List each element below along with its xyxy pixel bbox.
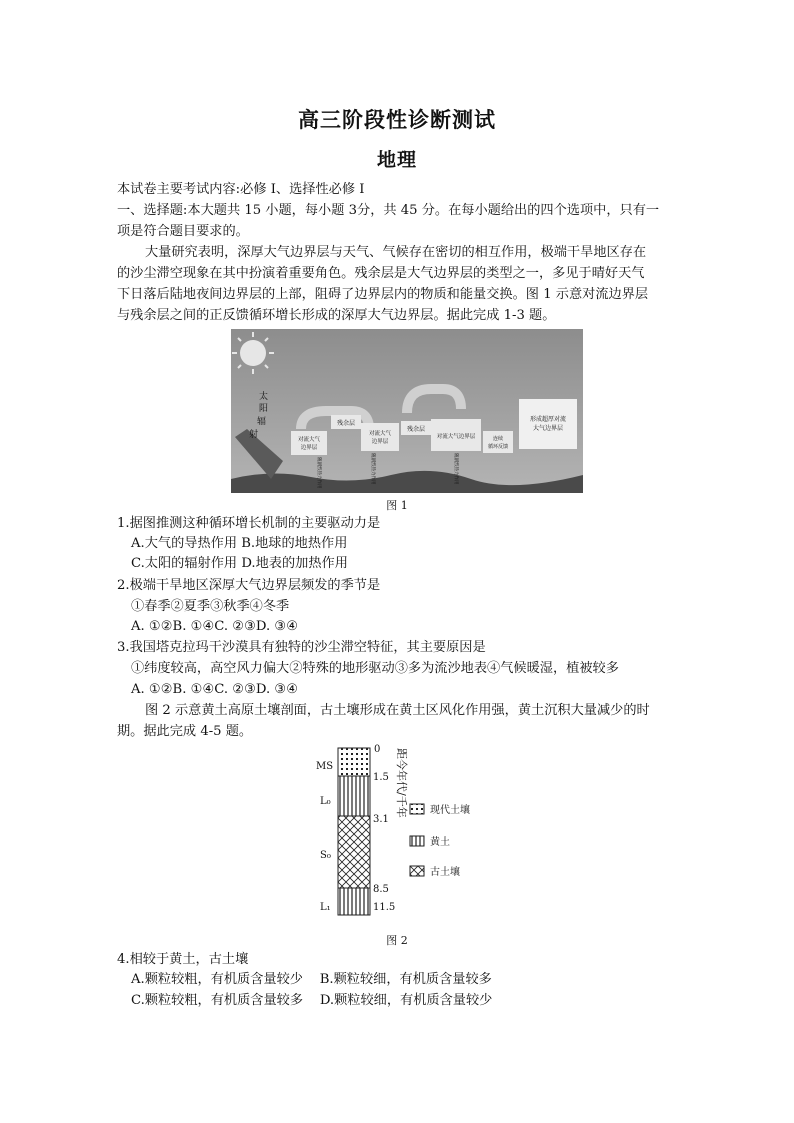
legend-swatch-modern-soil <box>410 804 424 814</box>
fig1-box7-line2: 大气边界层 <box>532 425 564 432</box>
layer-label-l1: L₁ <box>320 902 331 913</box>
legend-paleosol: 古土壤 <box>430 867 460 878</box>
q2-stem: 2.极端干旱地区深厚大气边界层频发的季节是 <box>117 578 381 593</box>
sun-text-1: 太 <box>259 392 269 402</box>
passage-2-line-2: 期。据此完成 4-5 题。 <box>117 724 253 739</box>
fig1-label-2: 随剧烈热力作用 <box>370 453 375 485</box>
legend-loess: 黄土 <box>430 837 450 848</box>
exam-scope: 本试卷主要考试内容:必修 I、选择性必修 I <box>117 182 365 197</box>
layer-s0 <box>338 816 370 888</box>
q3-stem: 3.我国塔克拉玛干沙漠具有独特的沙尘滞空特征，其主要原因是 <box>117 640 486 655</box>
layer-l0 <box>338 776 370 816</box>
layer-ms <box>338 748 370 776</box>
figure-1-caption: 图 1 <box>386 499 408 512</box>
figure-2-caption: 图 2 <box>386 934 408 947</box>
fig1-box1-line1: 对流大气 <box>297 437 321 443</box>
legend-swatch-paleosol <box>410 866 424 876</box>
sun-text-4: 射 <box>249 430 259 440</box>
layer-label-l0: L₀ <box>320 796 331 807</box>
q1-options-ab: A.大气的导热作用 B.地球的地热作用 <box>131 536 348 551</box>
fig1-box7-line1: 形成超厚对流 <box>529 416 567 423</box>
q3-items: ①纬度较高，高空风力偏大②特殊的地形驱动③多为流沙地表④气候暖湿，植被较多 <box>131 661 619 676</box>
q2-options: A. ①②B. ①④C. ②③D. ③④ <box>131 619 299 634</box>
passage-1-line-2: 的沙尘滞空现象在其中扮演着重要角色。残余层是大气边界层的类型之一，多见于晴好天气 <box>117 266 645 281</box>
fig1-box3-line2: 边界层 <box>371 439 389 445</box>
fig1-box6-line2: 循环反馈 <box>487 444 509 450</box>
fig1-label-3: 随剧烈热力作用 <box>453 453 458 485</box>
q4-stem: 4.相较于黄土，古土壤 <box>117 952 249 967</box>
subject-title: 地理 <box>376 149 417 171</box>
q3-options: A. ①②B. ①④C. ②③D. ③④ <box>131 682 299 697</box>
fig1-label-1: 随剧烈热力作用 <box>316 457 321 489</box>
q2-items: ①春季②夏季③秋季④冬季 <box>131 599 290 614</box>
legend-swatch-loess <box>410 836 424 846</box>
passage-2-line-1: 图 2 示意黄土高原土壤剖面，古土壤形成在黄土区风化作用强，黄土沉积大量减少的时 <box>145 703 650 718</box>
age-8-5: 8.5 <box>373 884 389 895</box>
age-11-5: 11.5 <box>373 902 396 913</box>
age-0: 0 <box>374 744 381 755</box>
figure-2-soil-profile <box>310 742 510 922</box>
q1-options-cd: C.太阳的辐射作用 D.地表的加热作用 <box>131 556 348 571</box>
q4-options-cd: C.颗粒较粗，有机质含量较多 D.颗粒较细，有机质含量较少 <box>131 993 493 1008</box>
passage-1-line-4: 与残余层之间的正反馈循环增长形成的深厚大气边界层。据此完成 1-3 题。 <box>117 308 556 323</box>
q1-stem: 1.据图推测这种循环增长机制的主要驱动力是 <box>117 516 381 531</box>
fig1-box1-line2: 边界层 <box>300 445 318 451</box>
age-1-5: 1.5 <box>373 772 389 783</box>
sun-text-2: 阳 <box>259 404 269 414</box>
legend-modern-soil: 现代土壤 <box>430 805 470 816</box>
layer-label-s0: S₀ <box>320 850 331 861</box>
q4-options-ab: A.颗粒较粗，有机质含量较少 B.颗粒较细，有机质含量较多 <box>131 972 492 987</box>
fig1-box3-line1: 对流大气 <box>368 431 392 437</box>
fig1-box6-line1: 连续 <box>492 436 504 442</box>
fig1-box5: 对流大气边界层 <box>436 434 476 440</box>
section-instructions-1: 一、选择题:本大题共 15 小题，每小题 3分，共 45 分。在每小题给出的四个选项中，只有一 <box>117 203 660 218</box>
sun-text-3: 辐 <box>257 417 267 427</box>
layer-l1 <box>338 888 370 915</box>
section-instructions-2: 项是符合题目要求的。 <box>117 224 249 239</box>
layer-label-ms: MS <box>316 761 334 772</box>
fig1-box4: 残余层 <box>406 426 426 433</box>
passage-1-line-1: 大量研究表明，深厚大气边界层与天气、气候存在密切的相互作用，极端干旱地区存在 <box>145 245 647 260</box>
age-3-1: 3.1 <box>373 814 389 825</box>
page-title: 高三阶段性诊断测试 <box>298 107 496 132</box>
fig1-box2: 残余层 <box>336 420 356 427</box>
age-axis-label: 距今年代/千年 <box>395 748 408 818</box>
figure-1-diagram <box>231 329 583 493</box>
passage-1-line-3: 下日落后陆地夜间边界层的上部，阻碍了边界层内的物质和能量交换。图 1 示意对流边界层 <box>117 287 649 302</box>
